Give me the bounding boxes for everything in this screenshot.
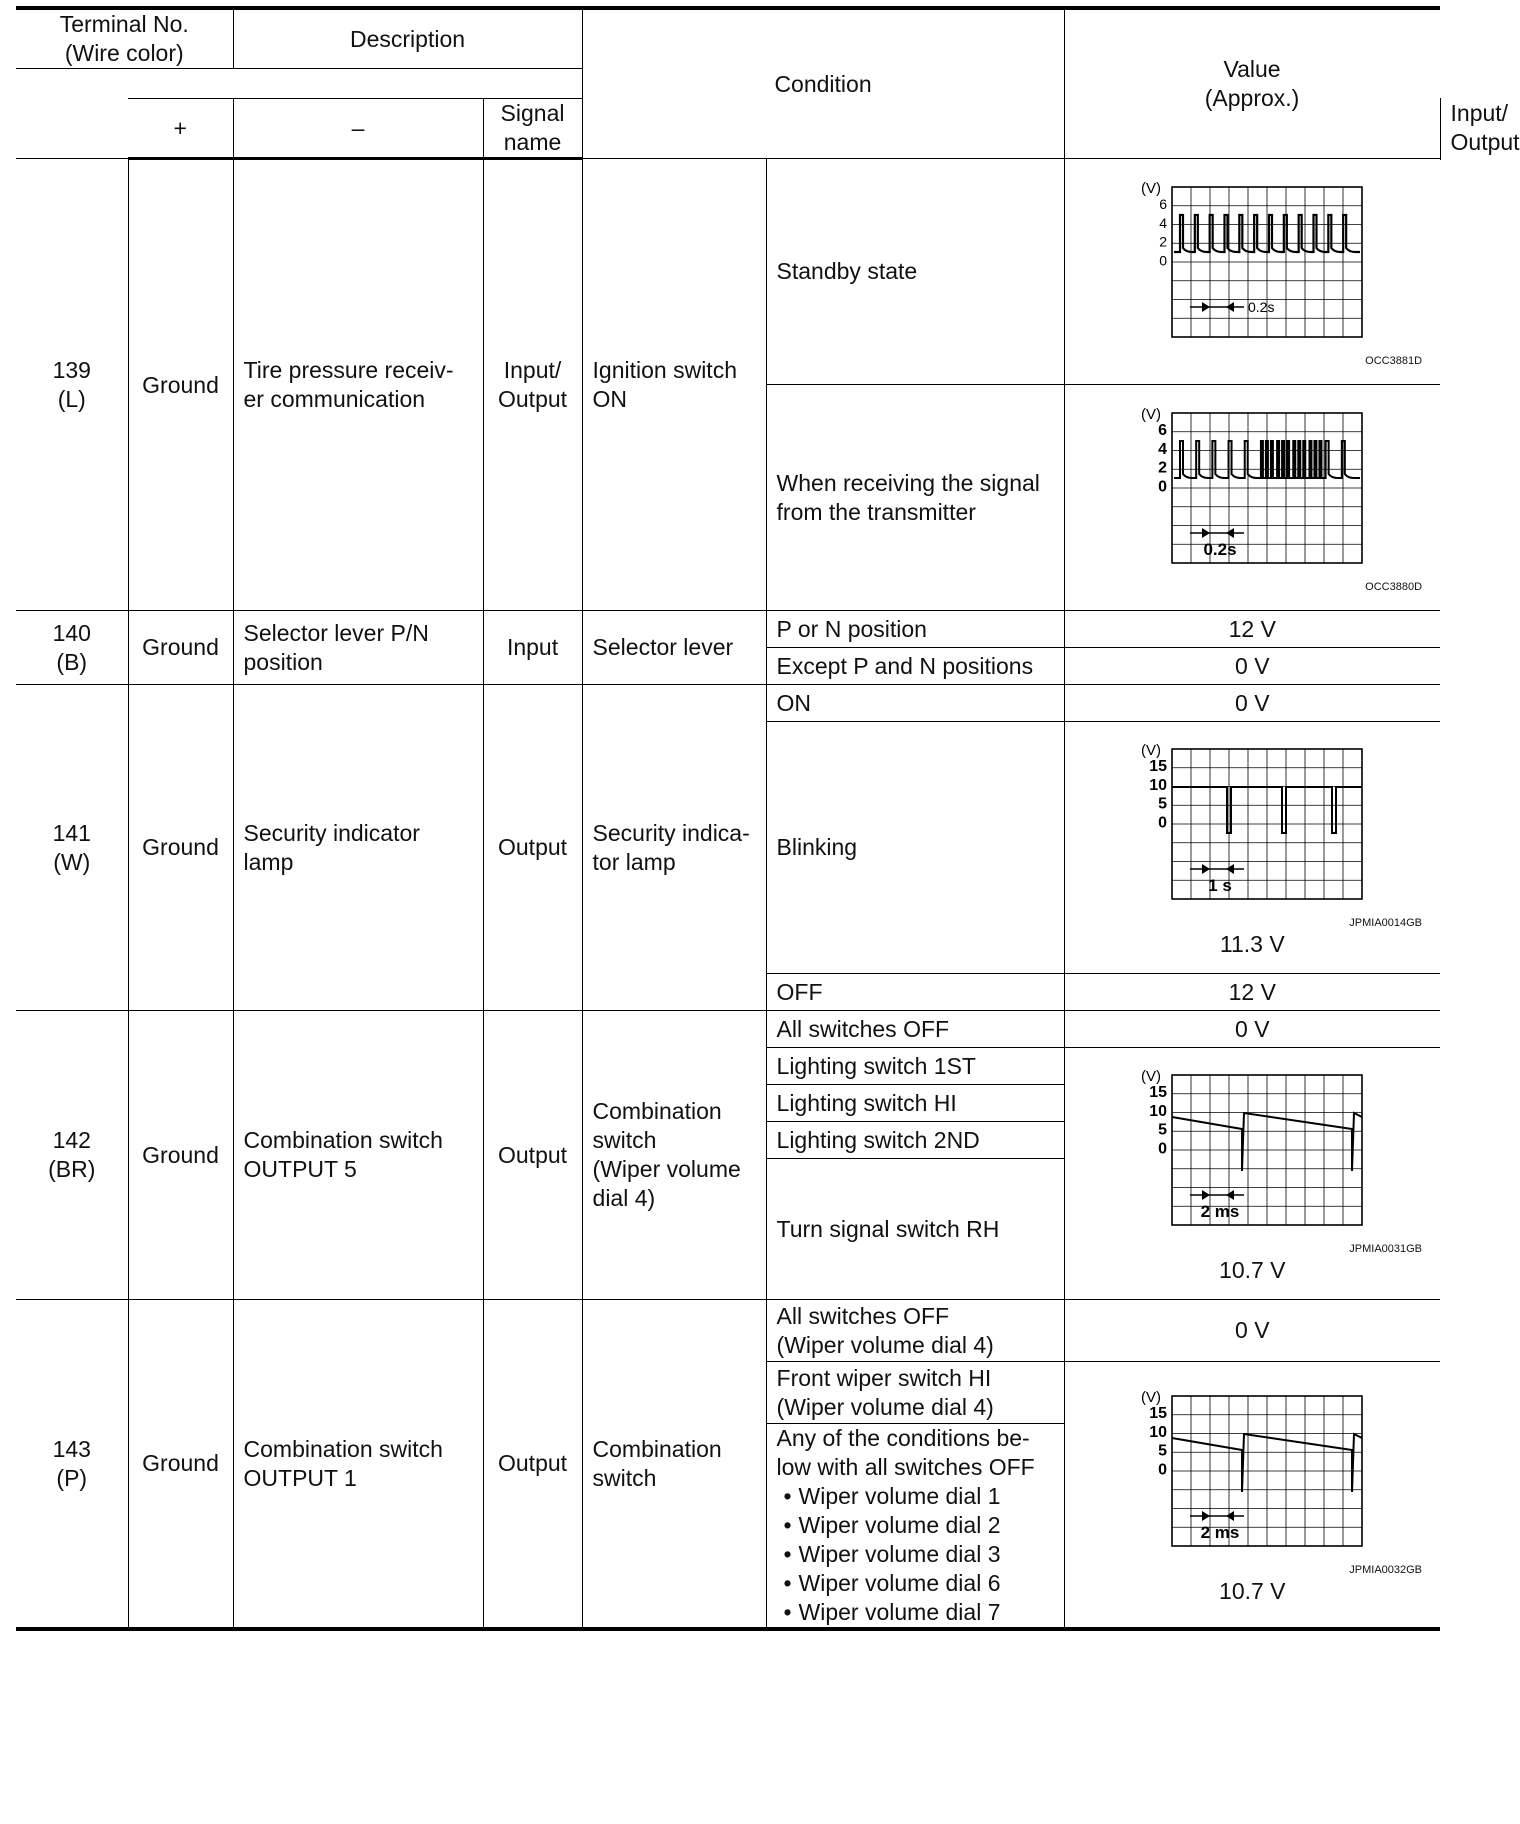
condition-main: Combination switch [582, 1300, 766, 1630]
table-row [16, 1300, 1440, 1362]
value-cell [1064, 722, 1440, 974]
wave-y-tick: 2 [1158, 459, 1168, 477]
condition-sub: Any of the conditions be- low with all switches OFF • Wiper volume dial 1 • Wiper volume dial 2 • Wiper volume dial 3 • Wiper volume dial 6 • Wiper volume dial 7 [766, 1424, 1064, 1630]
header-terminal-spacer [16, 69, 128, 159]
signal-name: Selector lever P/N position [233, 611, 483, 685]
waveform-jpmia0032gb [1127, 1384, 1377, 1564]
header-value: Value (Approx.) [1064, 8, 1440, 159]
terminal-number: 139 (L) [16, 159, 128, 611]
terminal-minus: Ground [128, 685, 233, 1011]
condition-sub: Lighting switch HI [766, 1085, 1064, 1122]
value-voltage: 10.7 V [1219, 1257, 1286, 1283]
wave-y-tick: 10 [1149, 1102, 1168, 1120]
value-voltage: 0 V [1064, 685, 1440, 722]
time-arrow-head-right [1226, 1190, 1234, 1200]
terminal-number: 140 (B) [16, 611, 128, 685]
wave-units: (V) [1141, 180, 1162, 197]
wave-y-tick: 2 [1159, 233, 1168, 250]
wave-y-tick: 4 [1158, 440, 1168, 458]
waveform-trace [1174, 441, 1360, 478]
time-arrow-head-left [1202, 1190, 1210, 1200]
wave-time-label: 0.2s [1248, 299, 1275, 315]
header-terminal: Terminal No. (Wire color) [16, 8, 233, 69]
value-voltage: 11.3 V [1219, 931, 1285, 957]
waveform-occ3881d [1127, 175, 1377, 355]
value-cell [1064, 1048, 1440, 1300]
input-output: Output [483, 685, 582, 1011]
header-description: Description [233, 8, 582, 69]
condition-main: Combination switch (Wiper volume dial 4) [582, 1011, 766, 1300]
wave-y-tick: 0 [1158, 1461, 1168, 1479]
condition-sub: Blinking [766, 722, 1064, 974]
value-voltage: 0 V [1064, 1300, 1440, 1362]
wave-y-tick: 5 [1158, 1121, 1168, 1139]
value-cell [1064, 159, 1440, 385]
condition-sub: OFF [766, 974, 1064, 1011]
wave-y-tick: 15 [1149, 1084, 1168, 1101]
wave-y-tick: 15 [1149, 758, 1168, 775]
wave-y-tick: 0 [1158, 478, 1168, 496]
wave-time-label: 0.2s [1203, 540, 1237, 559]
terminal-minus: Ground [128, 1011, 233, 1300]
bullet-list [777, 1482, 1054, 1627]
waveform-figure [1075, 733, 1431, 962]
terminal-minus: Ground [128, 159, 233, 611]
wave-time-label: 2 ms [1200, 1202, 1240, 1221]
wave-units: (V) [1141, 406, 1162, 423]
time-arrow-head-right [1226, 864, 1234, 874]
wave-units: (V) [1141, 742, 1162, 759]
wave-time-label: 1 s [1208, 876, 1233, 895]
header-minus: – [233, 99, 483, 159]
header-signal-name: Signal name [483, 99, 582, 159]
terminal-number: 141 (W) [16, 685, 128, 1011]
wave-y-tick: 4 [1159, 214, 1168, 231]
list-item: • Wiper volume dial 1 [777, 1482, 1054, 1511]
wave-y-tick: 10 [1149, 776, 1168, 794]
figure-code: OCC3881D [1365, 355, 1423, 367]
condition-sub: P or N position [766, 611, 1064, 648]
waveform-figure [1075, 1380, 1431, 1609]
condition-sub: All switches OFF (Wiper volume dial 4) [766, 1300, 1064, 1362]
wave-y-tick: 0 [1158, 1140, 1168, 1158]
table-row [16, 685, 1440, 722]
terminal-number: 142 (BR) [16, 1011, 128, 1300]
waveform-jpmia0031gb [1127, 1063, 1377, 1243]
wave-y-tick: 6 [1158, 422, 1168, 439]
wave-y-tick: 0 [1158, 814, 1168, 832]
condition-sub: Turn signal switch RH [766, 1159, 1064, 1300]
condition-main: Security indica- tor lamp [582, 685, 766, 1011]
list-item: • Wiper volume dial 6 [777, 1569, 1054, 1598]
waveform-grid [1172, 413, 1362, 563]
time-arrow-head-right [1226, 302, 1234, 312]
list-item: • Wiper volume dial 7 [777, 1598, 1054, 1627]
signal-name: Tire pressure receiv- er communication [233, 159, 483, 611]
condition-sub: Lighting switch 1ST [766, 1048, 1064, 1085]
list-item: • Wiper volume dial 3 [777, 1540, 1054, 1569]
signal-name: Combination switch OUTPUT 1 [233, 1300, 483, 1630]
terminal-minus: Ground [128, 611, 233, 685]
waveform-figure [1075, 397, 1431, 598]
signal-name: Combination switch OUTPUT 5 [233, 1011, 483, 1300]
wave-y-tick: 5 [1158, 1442, 1168, 1460]
waveform-jpmia0014gb [1127, 737, 1377, 917]
time-arrow-head-left [1202, 864, 1210, 874]
waveform-figure [1075, 1059, 1431, 1288]
figure-code: OCC3880D [1365, 581, 1423, 593]
input-output: Output [483, 1300, 582, 1630]
header-condition: Condition [582, 8, 1064, 159]
terminal-minus: Ground [128, 1300, 233, 1630]
value-voltage: 0 V [1064, 648, 1440, 685]
condition-sub: Front wiper switch HI (Wiper volume dial 4) [766, 1362, 1064, 1424]
wave-time-label: 2 ms [1200, 1523, 1240, 1542]
condition-sub: When receiving the signal from the transmitter [766, 385, 1064, 611]
table-row [16, 159, 1440, 385]
time-arrow-head-right [1226, 528, 1234, 538]
wave-y-tick: 15 [1149, 1405, 1168, 1422]
table-row [16, 1011, 1440, 1048]
waveform-occ3880d [1127, 401, 1377, 581]
wave-y-tick: 5 [1158, 795, 1168, 813]
condition-main: Ignition switch ON [582, 159, 766, 611]
input-output: Input [483, 611, 582, 685]
wave-y-tick: 10 [1149, 1423, 1168, 1441]
value-voltage: 0 V [1064, 1011, 1440, 1048]
input-output: Input/ Output [483, 159, 582, 611]
figure-code: JPMIA0031GB [1349, 1243, 1423, 1255]
header-plus: + [128, 99, 233, 159]
figure-code: JPMIA0014GB [1349, 917, 1423, 929]
condition-sub: Lighting switch 2ND [766, 1122, 1064, 1159]
value-voltage: 10.7 V [1219, 1578, 1286, 1604]
condition-sub: Except P and N positions [766, 648, 1064, 685]
wave-y-tick: 0 [1159, 252, 1168, 269]
time-arrow-head-left [1202, 302, 1210, 312]
signal-name: Security indicator lamp [233, 685, 483, 1011]
terminal-spec-table: Terminal No. (Wire color) Description Condition Value (Approx.) + – Signal name Input/ Output 139 (L) Ground Tire pressure receiv- er communication Input/ Output Ignition switch ON Standby state (V) 6 4 2 0 0.2s OCC3881D When receiving the signal from the transmitter (V) 6 4 2 0 0.2s OCC3880D 140 (B) Ground Selector lever P/N position Input Selector lever P or N position 12 V Except P and N positions 0 V 141 (W) Ground Security indicator lamp Output Security indica- tor lamp ON 0 V Blinking (V) 15 10 5 0 1 s JPMIA0014GB 11.3 V OFF 12 V 142 (BR) Ground Combination switch OUTPUT 5 Output Combination switch (Wiper volume dial 4) All switches OFF 0 V Lighting switch 1ST (V) 15 10 5 0 2 ms JPMIA0031GB 10.7 V Lighting switch HI Lighting switch 2ND Turn signal switch RH 143 (P) Ground Combination switch OUTPUT 1 Output Combination switch All switches OFF (Wiper volume dial 4) 0 V Front wiper switch HI (Wiper volume dial 4) (V) 15 10 5 0 2 ms JPMIA0032GB 10.7 V Any of the conditions be- low with all switches OFF • Wiper volume dial 1 • Wiper volume dial 2 • Wiper volume dial 3 • Wiper volume dial 6 • Wiper volume dial 7 [16, 6, 1440, 1631]
table-row [16, 611, 1440, 648]
wave-units: (V) [1141, 1389, 1162, 1406]
condition-sub: All switches OFF [766, 1011, 1064, 1048]
condition-sub: Standby state [766, 159, 1064, 385]
input-output: Output [483, 1011, 582, 1300]
value-cell [1064, 1362, 1440, 1630]
condition-sub: ON [766, 685, 1064, 722]
value-voltage: 12 V [1064, 611, 1440, 648]
time-arrow-head-left [1202, 1511, 1210, 1521]
waveform-grid [1172, 749, 1362, 899]
waveform-figure [1075, 171, 1431, 372]
time-arrow-head-left [1202, 528, 1210, 538]
wave-y-tick: 6 [1159, 196, 1168, 212]
condition-main: Selector lever [582, 611, 766, 685]
figure-code: JPMIA0032GB [1349, 1564, 1423, 1576]
value-voltage: 12 V [1064, 974, 1440, 1011]
value-cell [1064, 385, 1440, 611]
time-arrow-head-right [1226, 1511, 1234, 1521]
list-item: • Wiper volume dial 2 [777, 1511, 1054, 1540]
terminal-number: 143 (P) [16, 1300, 128, 1630]
wave-units: (V) [1141, 1068, 1162, 1085]
